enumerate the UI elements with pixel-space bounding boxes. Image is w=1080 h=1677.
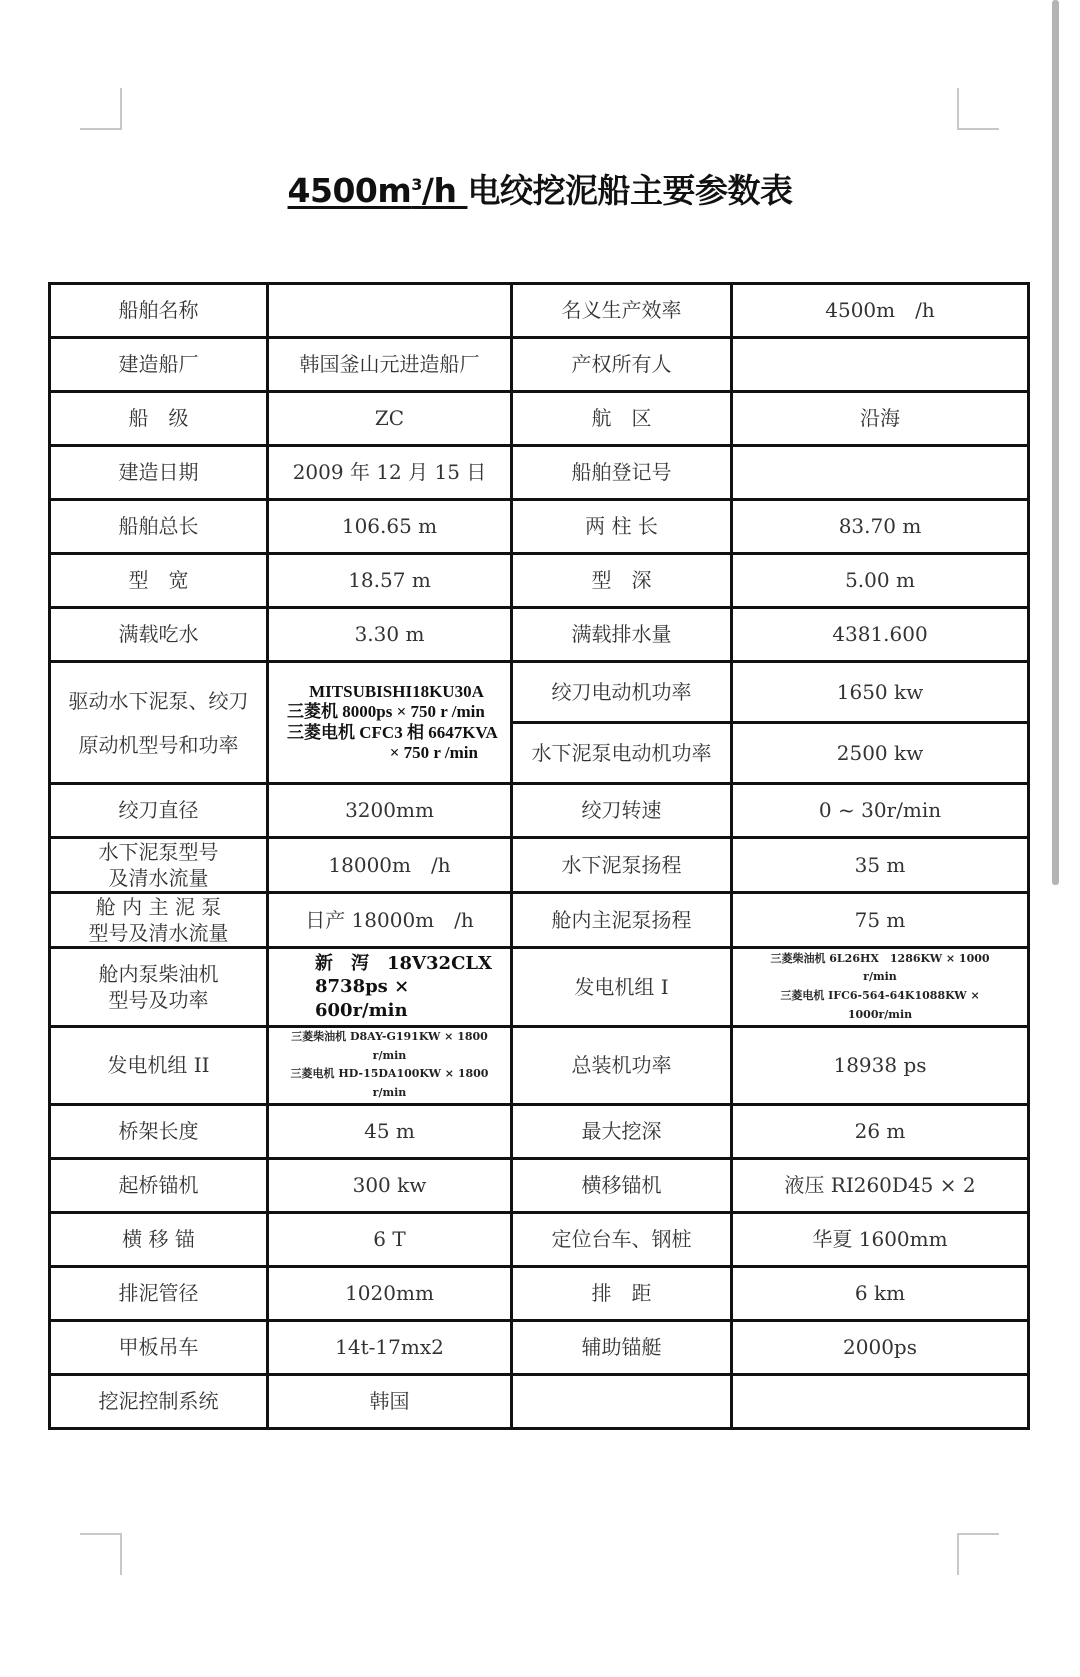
- page-corner-mark-top-right: [957, 88, 999, 130]
- param-label: 横 移 锚: [50, 1212, 268, 1266]
- table-row: [50, 1212, 1029, 1266]
- drive-label-line: 驱动水下泥泵、绞刀: [68, 688, 249, 713]
- param-label: 发电机组 II: [50, 1027, 268, 1105]
- param-value: 6 T: [268, 1212, 512, 1266]
- param-label: 定位台车、钢桩: [512, 1212, 732, 1266]
- table-row: [50, 1374, 1029, 1428]
- table-row: [50, 1266, 1029, 1320]
- param-label-diesel: 舱内泵柴油机 型号及功率: [50, 948, 268, 1027]
- table-row-generator-2: [50, 1027, 1029, 1105]
- param-value: 3200mm: [268, 784, 512, 838]
- parameter-table: [48, 282, 1030, 1430]
- param-label: 绞刀电动机功率: [512, 662, 732, 723]
- param-value: 5.00 m: [732, 554, 1029, 608]
- table-row-drive: [50, 662, 1029, 723]
- param-label: 船舶登记号: [512, 446, 732, 500]
- param-label: 型 宽: [50, 554, 268, 608]
- param-label: 型 深: [512, 554, 732, 608]
- param-label: 名义生产效率: [512, 284, 732, 338]
- param-value: 106.65 m: [268, 500, 512, 554]
- table-row: [50, 392, 1029, 446]
- param-value: 沿海: [732, 392, 1029, 446]
- param-label-pump2: 舱 内 主 泥 泵 型号及清水流量: [50, 893, 268, 948]
- table-row: [50, 608, 1029, 662]
- param-label: 建造船厂: [50, 338, 268, 392]
- title-capacity: $4500m^3/h$: [287, 171, 468, 210]
- table-row: [50, 784, 1029, 838]
- param-label: 船舶名称: [50, 284, 268, 338]
- param-value: 26 m: [732, 1104, 1029, 1158]
- drive-value-line: × 750 r /min: [389, 742, 478, 762]
- param-value: 2500 kw: [732, 723, 1029, 784]
- param-label: 舱内主泥泵扬程: [512, 893, 732, 948]
- title-text: 电绞挖泥船主要参数表: [467, 171, 793, 210]
- param-value: 液压 RI260D45 × 2: [732, 1158, 1029, 1212]
- table-row: [50, 284, 1029, 338]
- param-label: 桥架长度: [50, 1104, 268, 1158]
- param-label: 起桥锚机: [50, 1158, 268, 1212]
- param-label: 辅助锚艇: [512, 1320, 732, 1374]
- param-value: [732, 1374, 1029, 1428]
- page-corner-mark-bottom-left: [80, 1533, 122, 1575]
- param-value: 4381.600: [732, 608, 1029, 662]
- param-label: 排 距: [512, 1266, 732, 1320]
- param-value: 4500m /h: [732, 284, 1029, 338]
- table-row: [50, 1320, 1029, 1374]
- page-corner-mark-top-left: [80, 88, 122, 130]
- table-row: [50, 446, 1029, 500]
- param-label: 船舶总长: [50, 500, 268, 554]
- param-label: 水下泥泵电动机功率: [512, 723, 732, 784]
- param-value: 18.57 m: [268, 554, 512, 608]
- param-value: 75 m: [732, 893, 1029, 948]
- param-value: 18000m /h: [268, 838, 512, 893]
- page-corner-mark-bottom-right: [957, 1533, 999, 1575]
- param-value: 华夏 1600mm: [732, 1212, 1029, 1266]
- param-value-generator-2: 三菱柴油机 D8AY-G191KW × 1800 r/min 三菱电机 HD-15DA100KW × 1800 r/min: [268, 1027, 512, 1105]
- table-row: [50, 1104, 1029, 1158]
- param-value: 3.30 m: [268, 608, 512, 662]
- param-label: 发电机组 I: [512, 948, 732, 1027]
- param-label: 排泥管径: [50, 1266, 268, 1320]
- param-value: 韩国釜山元进造船厂: [268, 338, 512, 392]
- param-value: 45 m: [268, 1104, 512, 1158]
- param-label: 绞刀直径: [50, 784, 268, 838]
- param-label: 横移锚机: [512, 1158, 732, 1212]
- table-row: [50, 1158, 1029, 1212]
- param-value: 韩国: [268, 1374, 512, 1428]
- param-value: 300 kw: [268, 1158, 512, 1212]
- table-row: [50, 554, 1029, 608]
- param-value: [732, 446, 1029, 500]
- table-row: [50, 338, 1029, 392]
- param-value: 14t-17mx2: [268, 1320, 512, 1374]
- table-row: [50, 838, 1029, 893]
- param-label-pump1: 水下泥泵型号 及清水流量: [50, 838, 268, 893]
- param-label-drive: [50, 662, 268, 784]
- param-label: 两 柱 长: [512, 500, 732, 554]
- param-label: 总装机功率: [512, 1027, 732, 1105]
- param-value: 1020mm: [268, 1266, 512, 1320]
- param-label: 船 级: [50, 392, 268, 446]
- table-row: [50, 893, 1029, 948]
- param-value: [268, 284, 512, 338]
- drive-value-line: MITSUBISHI18KU30A: [309, 681, 484, 701]
- param-value: 83.70 m: [732, 500, 1029, 554]
- param-label: [512, 1374, 732, 1428]
- param-label: 产权所有人: [512, 338, 732, 392]
- drive-value-line: 三菱机 8000ps × 750 r /min: [287, 702, 485, 722]
- param-label: 水下泥泵扬程: [512, 838, 732, 893]
- param-value: 6 km: [732, 1266, 1029, 1320]
- scrollbar[interactable]: [1052, 0, 1059, 885]
- param-value: 2009 年 12 月 15 日: [268, 446, 512, 500]
- param-value: [732, 338, 1029, 392]
- param-label: 挖泥控制系统: [50, 1374, 268, 1428]
- param-label: 满载排水量: [512, 608, 732, 662]
- param-label: 满载吃水: [50, 608, 268, 662]
- param-label: 甲板吊车: [50, 1320, 268, 1374]
- param-value-generator-1: 三菱柴油机 6L26HX 1286KW × 1000 r/min 三菱电机 IFC6-564-64K1088KW × 1000r/min: [732, 948, 1029, 1027]
- param-value: 18938 ps: [732, 1027, 1029, 1105]
- drive-label-line: 原动机型号和功率: [78, 732, 239, 757]
- param-value-diesel: 新 泻 18V32CLX 8738ps × 600r/min: [268, 948, 512, 1027]
- param-label: 建造日期: [50, 446, 268, 500]
- param-label: 航 区: [512, 392, 732, 446]
- param-value-drive: [268, 662, 512, 784]
- param-label: 最大挖深: [512, 1104, 732, 1158]
- param-value: 1650 kw: [732, 662, 1029, 723]
- param-value: 35 m: [732, 838, 1029, 893]
- param-value: 日产 18000m /h: [268, 893, 512, 948]
- param-label: 绞刀转速: [512, 784, 732, 838]
- param-value: ZC: [268, 392, 512, 446]
- param-value: 2000ps: [732, 1320, 1029, 1374]
- table-row: [50, 500, 1029, 554]
- table-row-diesel: [50, 948, 1029, 1027]
- document-title: [0, 165, 1080, 212]
- param-value: 0 ~ 30r/min: [732, 784, 1029, 838]
- drive-value-line: 三菱电机 CFC3 相 6647KVA: [287, 722, 498, 742]
